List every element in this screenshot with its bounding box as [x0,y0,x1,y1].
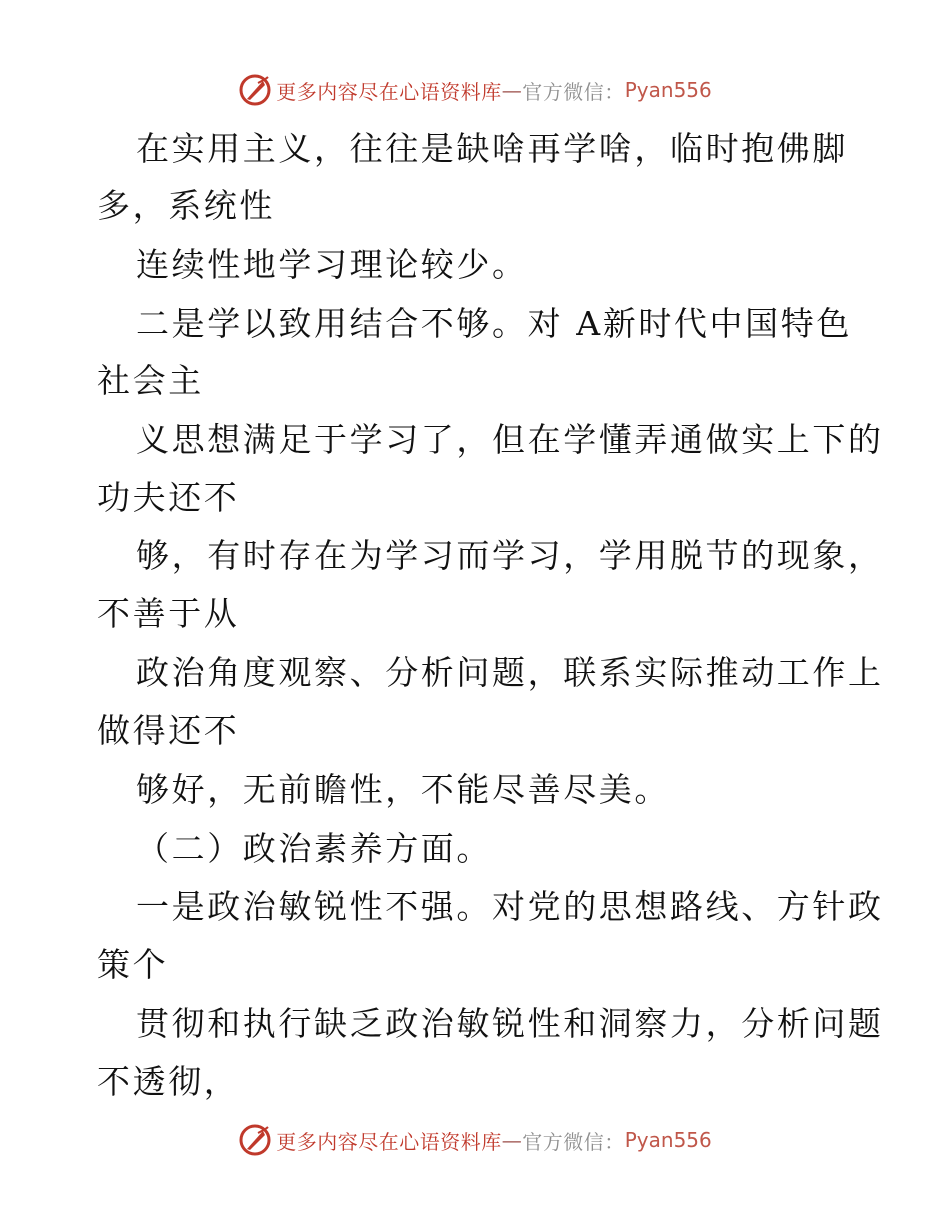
body-line: 功夫还不 [97,478,240,517]
body-line: 够好，无前瞻性，不能尽善尽美。 [136,770,670,809]
body-line: 够，有时存在为学习而学习，学用脱节的现象， [136,536,884,575]
body-line: 多，系统性 [97,186,275,225]
body-line: 一是政治敏锐性不强。对党的思想路线、方针政 [136,887,884,926]
body-line: 义思想满足于学习了，但在学懂弄通做实上下的 [136,420,884,459]
footer-handle: Pyan556 [624,1128,712,1152]
header-handle: Pyan556 [624,78,712,102]
header-separator: — [501,78,523,102]
body-line: 社会主 [97,361,204,400]
footer-label: 官方微信： [522,1129,625,1154]
footer-separator: — [501,1128,523,1152]
body-line: 政治角度观察、分析问题，联系实际推动工作上 [136,653,884,692]
body-line: 不透彻， [97,1062,240,1101]
body-line: 做得还不 [97,711,240,750]
quill-logo-icon [238,1123,272,1157]
body-line: 连续性地学习理论较少。 [136,245,528,284]
header-label: 官方微信： [522,79,625,104]
footer-site-text: 更多内容尽在心语资料库 [276,1129,502,1154]
body-line: （二）政治素养方面。 [136,829,492,868]
header-site-text: 更多内容尽在心语资料库 [276,79,502,104]
body-line: 在实用主义，往往是缺啥再学啥，临时抱佛脚 [136,129,848,168]
body-line: 二是学以致用结合不够。对 A新时代中国特色 [136,304,852,343]
body-line: 策个 [97,945,169,984]
body-line: 不善于从 [97,594,240,633]
footer-banner [0,1120,950,1160]
body-line: 贯彻和执行缺乏政治敏锐性和洞察力，分析问题 [136,1004,884,1043]
